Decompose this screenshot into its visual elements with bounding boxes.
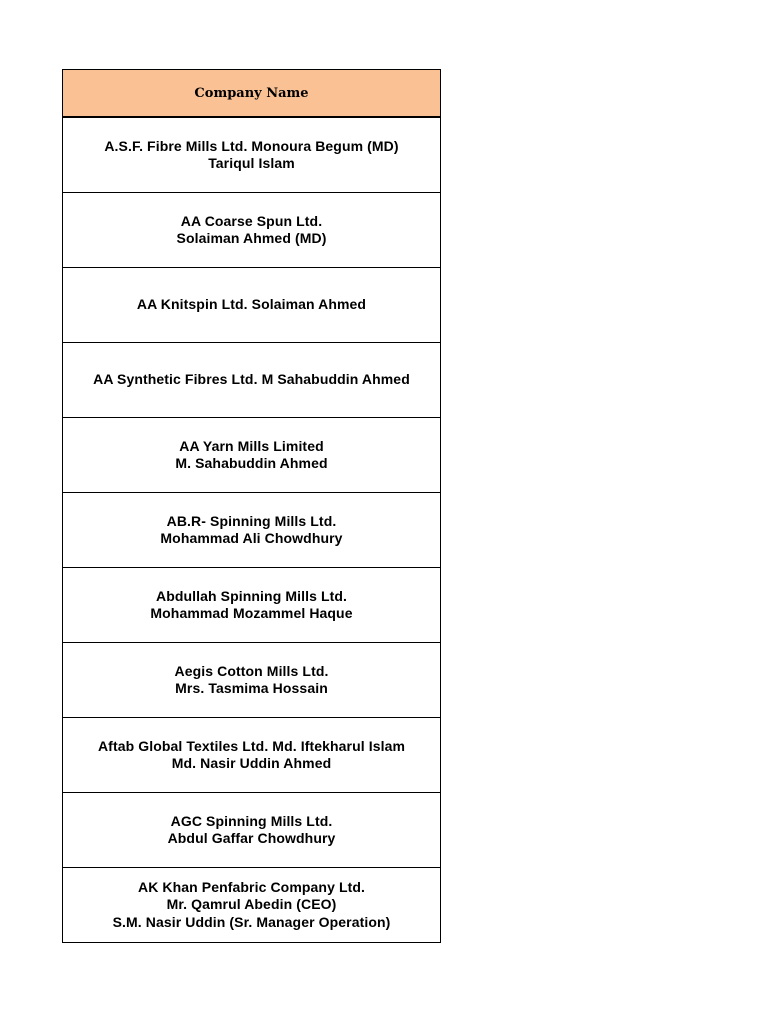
company-cell-line: AK Khan Penfabric Company Ltd. (137, 878, 366, 895)
company-cell (63, 193, 441, 268)
column-header-company-name: Company Name (63, 70, 441, 118)
company-cell (63, 568, 441, 643)
table-row (63, 718, 441, 793)
company-cell-line: Tariqul Islam (208, 155, 295, 171)
company-cell (63, 643, 441, 718)
company-cell-line: A.S.F. Fibre Mills Ltd. Monoura Begum (MD) (104, 137, 399, 154)
company-cell-line: Aftab Global Textiles Ltd. Md. Iftekharul Islam (97, 737, 406, 754)
table-row (63, 868, 441, 943)
table-row (63, 643, 441, 718)
company-cell-line: S.M. Nasir Uddin (Sr. Manager Operation) (112, 913, 391, 930)
company-cell (63, 418, 441, 493)
company-cell-line: Solaiman Ahmed (MD) (176, 230, 327, 246)
company-cell (63, 718, 441, 793)
table-row (63, 568, 441, 643)
company-cell (63, 868, 441, 943)
company-cell-line: Mohammad Ali Chowdhury (160, 530, 343, 546)
company-cell-line: AGC Spinning Mills Ltd. (170, 812, 333, 829)
table-row (63, 117, 441, 193)
company-cell-line: Mohammad Mozammel Haque (150, 605, 353, 621)
table-header-row (63, 70, 441, 118)
company-cell-line: Md. Nasir Uddin Ahmed (171, 755, 332, 771)
table-row (63, 493, 441, 568)
company-cell-line: Mrs. Tasmima Hossain (175, 680, 328, 696)
table-row (63, 268, 441, 343)
company-cell (63, 793, 441, 868)
company-cell (63, 343, 441, 418)
company-cell-line: AA Knitspin Ltd. Solaiman Ahmed (136, 296, 367, 313)
table-row (63, 343, 441, 418)
company-cell-line: M. Sahabuddin Ahmed (175, 455, 328, 471)
company-cell (63, 493, 441, 568)
company-cell-line: AA Synthetic Fibres Ltd. M Sahabuddin Ahmed (93, 371, 410, 388)
company-cell-line: AB.R- Spinning Mills Ltd. (166, 512, 337, 529)
company-cell-line: Abdullah Spinning Mills Ltd. (156, 587, 347, 604)
company-cell (63, 268, 441, 343)
company-cell-line: Aegis Cotton Mills Ltd. (174, 662, 329, 679)
table-row (63, 418, 441, 493)
table-body (63, 117, 441, 943)
company-table (62, 69, 441, 943)
company-cell-line: Abdul Gaffar Chowdhury (167, 830, 336, 846)
company-cell (63, 117, 441, 193)
company-cell-line: AA Coarse Spun Ltd. (180, 212, 323, 229)
company-cell-line: Mr. Qamrul Abedin (CEO) (166, 896, 337, 913)
company-cell-line: AA Yarn Mills Limited (179, 437, 324, 454)
table-row (63, 193, 441, 268)
table-row (63, 793, 441, 868)
